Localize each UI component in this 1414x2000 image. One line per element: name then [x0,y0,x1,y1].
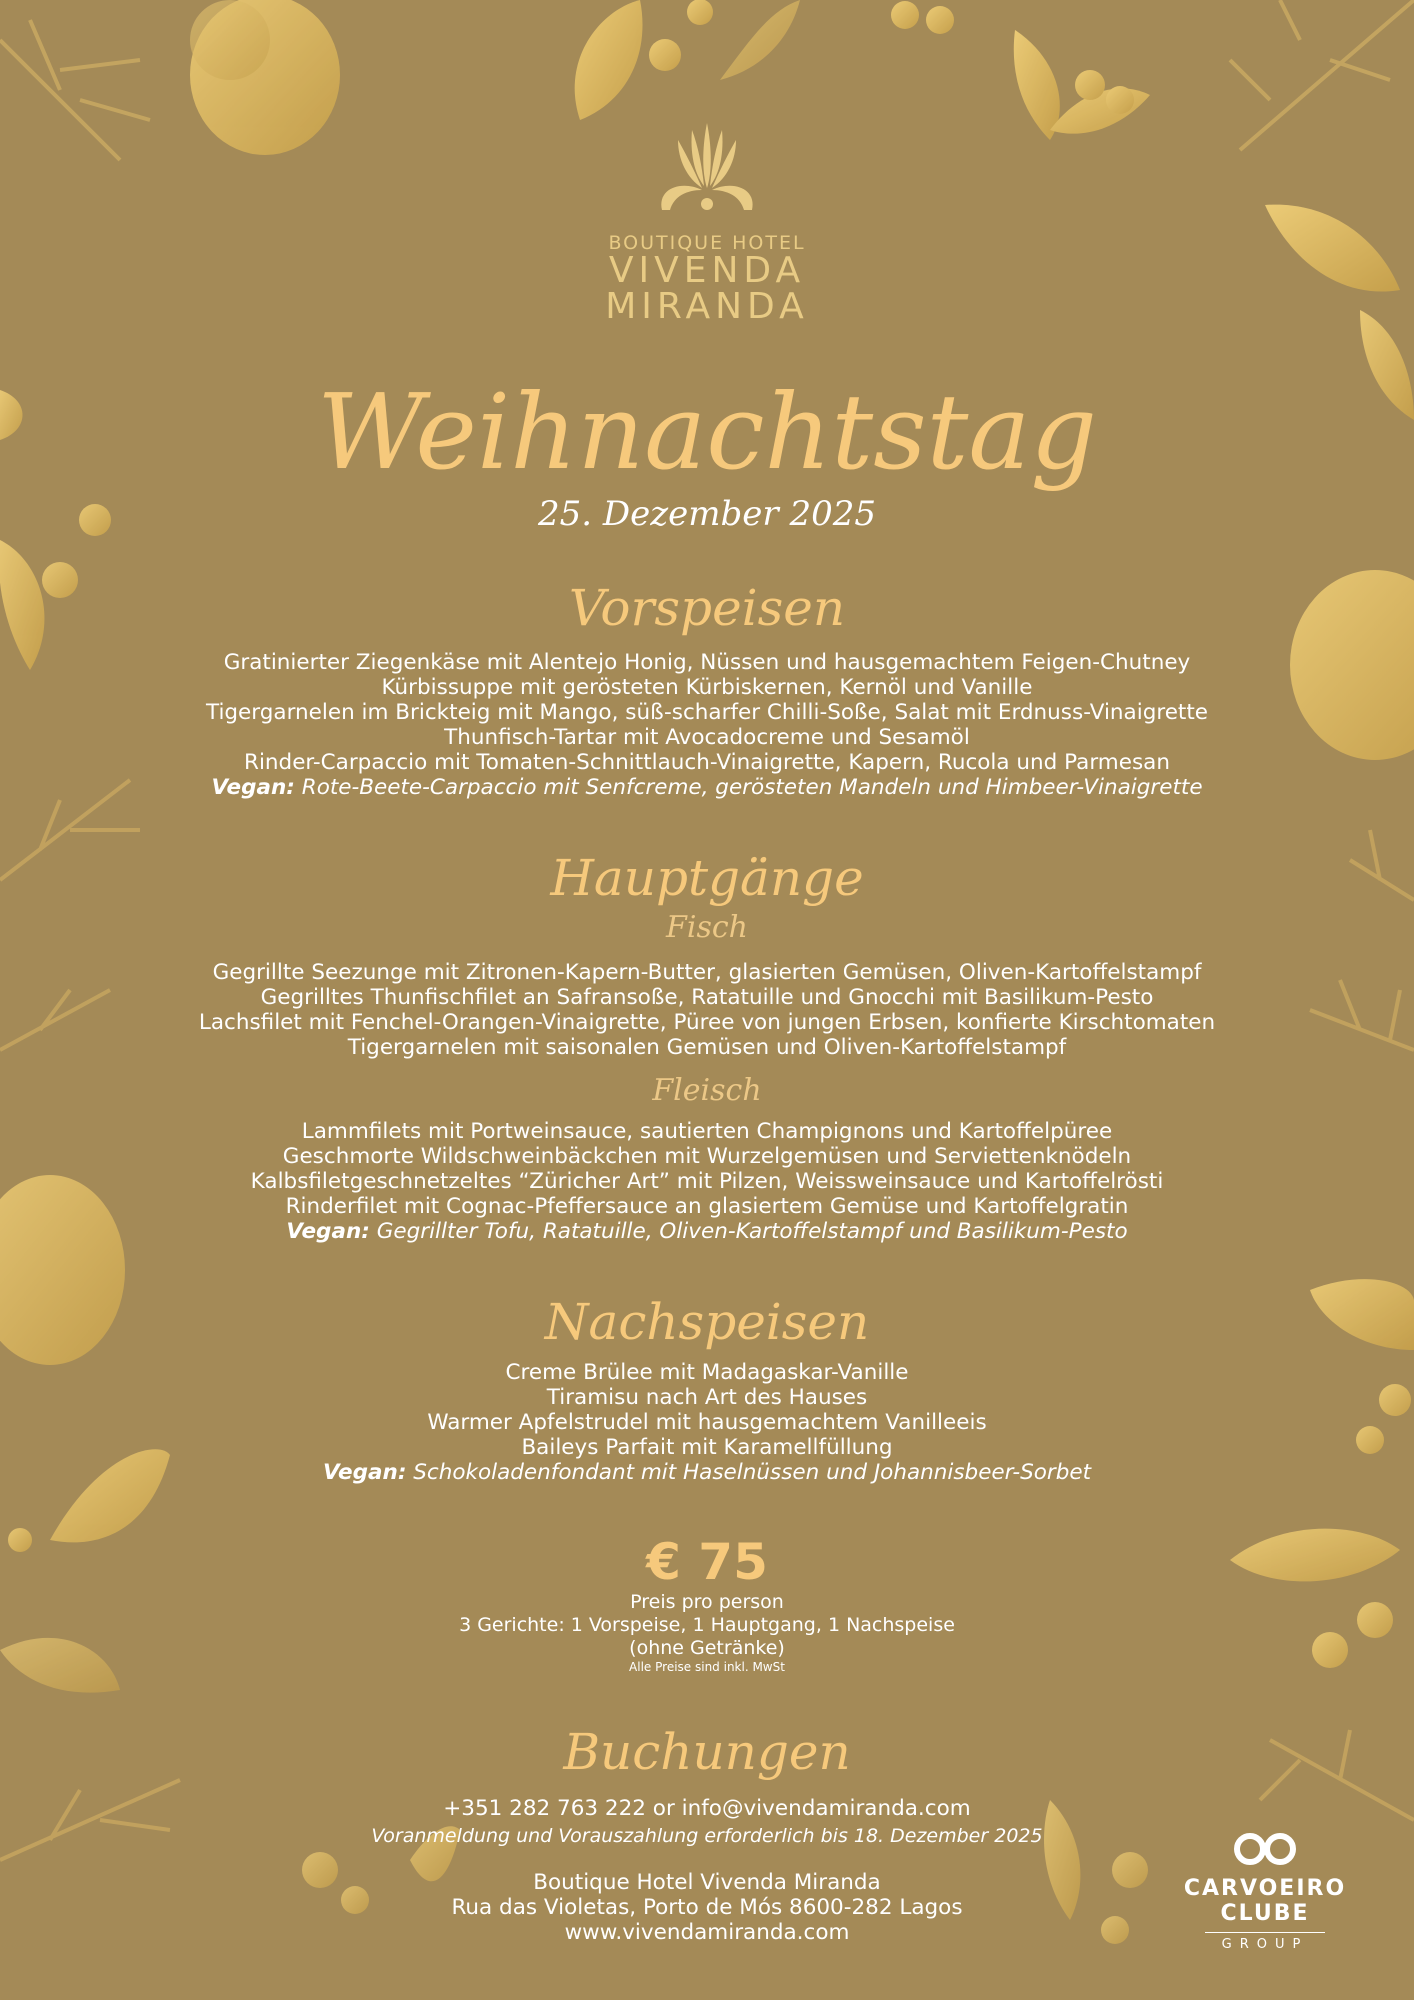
list-item: Lachsfilet mit Fenchel-Orangen-Vinaigrette, Püree von jungen Erbsen, konfierte Kirschtomaten [198,1010,1216,1035]
section-heading-desserts: Nachspeisen [544,1293,870,1351]
list-item: Kürbissuppe mit gerösteten Kürbiskernen, Kernöl und Vanille [381,675,1033,700]
vegan-text: Schokoladenfondant mit Haselnüssen und Johannisbeer-Sorbet [413,1460,1092,1485]
vegan-item [0,1460,1414,1485]
vegan-label: Vegan: [211,775,295,800]
section-heading-booking: Buchungen [563,1723,851,1781]
fish-list [0,960,1414,1060]
list-item: Baileys Parfait mit Karamellfüllung [521,1435,893,1460]
vegan-item [0,775,1414,800]
price: € 75 [646,1533,768,1591]
list-item: Thunfisch-Tartar mit Avocadocreme und Sesamöl [444,725,970,750]
meat-list [0,1119,1414,1244]
infinity-icon [1230,1830,1300,1868]
page-title: Weihnachtstag [317,371,1097,493]
event-date: 25. Dezember 2025 [537,494,876,534]
vegan-label: Vegan: [286,1219,370,1244]
list-item: Rinder-Carpaccio mit Tomaten-Schnittlauch-Vinaigrette, Kapern, Rucola und Parmesan [244,750,1170,775]
partner-logo [1180,1830,1350,1952]
list-item: Creme Brülee mit Madagaskar-Vanille [505,1360,909,1385]
list-item: Tiramisu nach Art des Hauses [546,1385,868,1410]
vegan-text: Rote-Beete-Carpaccio mit Senfcreme, gerösteten Mandeln und Himbeer-Vinaigrette [301,775,1203,800]
price-vat-note: Alle Preise sind inkl. MwSt [629,1660,785,1674]
list-item: Warmer Apfelstrudel mit hausgemachtem Vanilleeis [427,1410,987,1435]
partner-name: CARVOEIRO CLUBE [1183,1876,1347,1926]
partner-group: GROUP [1205,1932,1325,1952]
sub-heading-meat: Fleisch [652,1073,762,1108]
vegan-item [0,1219,1414,1244]
booking-note: Voranmeldung und Vorauszahlung erforderlich bis 18. Dezember 2025 [371,1825,1043,1847]
leaf-icon [575,0,954,120]
pinecone-icon [190,0,340,155]
sub-heading-fish: Fisch [666,910,748,945]
list-item: Gratinierter Ziegenkäse mit Alentejo Honig, Nüssen und hausgemachtem Feigen-Chutney [223,650,1191,675]
desserts-list [0,1360,1414,1485]
brand-name-line-2: MIRANDA [605,286,809,327]
section-heading-starters: Vorspeisen [568,579,846,637]
list-item: Geschmorte Wildschweinbäckchen mit Wurzelgemüsen und Serviettenknödeln [282,1144,1132,1169]
price-per-person: Preis pro person [630,1591,784,1613]
vegan-label: Vegan: [322,1460,407,1485]
booking-contact: +351 282 763 222 or info@vivendamiranda.com [443,1796,971,1821]
fleur-icon [652,118,762,218]
brand-prefix: BOUTIQUE HOTEL [608,232,806,254]
price-courses: 3 Gerichte: 1 Vorspeise, 1 Hauptgang, 1 Nachspeise [459,1614,955,1636]
list-item: Tigergarnelen im Brickteig mit Mango, süß-scharfer Chilli-Soße, Salat mit Erdnuss-Vinaigrette [205,700,1209,725]
list-item: Gegrillte Seezunge mit Zitronen-Kapern-Butter, glasierten Gemüsen, Oliven-Kartoffelstampf [212,960,1202,985]
hotel-address: Rua das Violetas, Porto de Mós 8600-282 Lagos [451,1895,963,1920]
starters-list [0,650,1414,800]
brand-name-line-1: VIVENDA [608,250,806,291]
hotel-name: Boutique Hotel Vivenda Miranda [533,1870,881,1895]
list-item: Kalbsfiletgeschnetzeltes “Züricher Art” mit Pilzen, Weissweinsauce und Kartoffelrösti [250,1169,1164,1194]
list-item: Rinderfilet mit Cognac-Pfeffersauce an glasiertem Gemüse und Kartoffelgratin [285,1194,1129,1219]
vegan-text: Gegrillter Tofu, Ratatuille, Oliven-Kartoffelstampf und Basilikum-Pesto [376,1219,1128,1244]
price-drinks: (ohne Getränke) [629,1637,785,1659]
section-heading-mains: Hauptgänge [550,849,864,907]
list-item: Tigergarnelen mit saisonalen Gemüsen und Oliven-Kartoffelstampf [347,1035,1067,1060]
list-item: Lammfilets mit Portweinsauce, sautierten Champignons und Kartoffelpüree [301,1119,1113,1144]
hotel-website: www.vivendamiranda.com [564,1920,850,1945]
list-item: Gegrilltes Thunfischfilet an Safransoße, Ratatuille und Gnocchi mit Basilikum-Pesto [260,985,1154,1010]
